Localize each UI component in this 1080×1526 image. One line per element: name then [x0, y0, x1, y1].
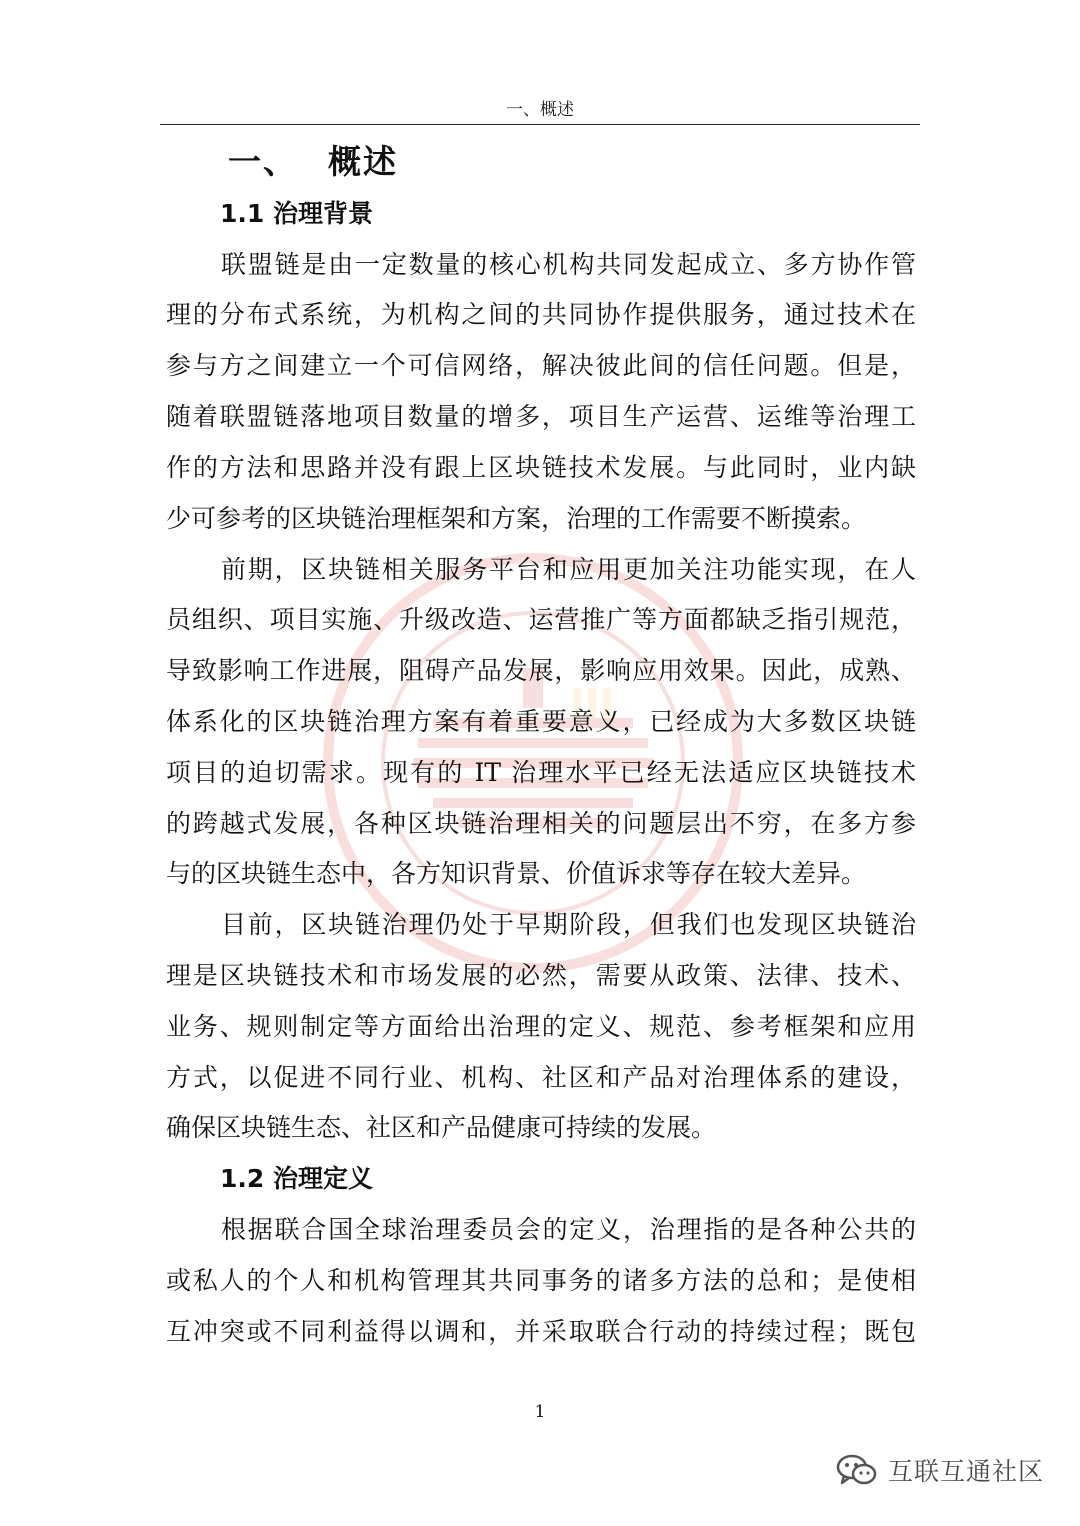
text-line: 少可参考的区块链治理框架和方案，治理的工作需要不断摸索。	[166, 504, 867, 533]
text-line: 与的区块链生态中，各方知识背景、价值诉求等存在较大差异。	[166, 859, 867, 888]
section-number: 一、	[228, 142, 298, 181]
text-line: 的跨越式发展，各种区块链治理相关的问题层出不穷，在多方参	[166, 809, 916, 838]
brand-name: 互联互通社区	[888, 1457, 1045, 1486]
text-line: 确保区块链生态、社区和产品健康可持续的发展。	[166, 1113, 717, 1142]
text-line: 理的分布式系统，为机构之间的共同协作提供服务，通过技术在	[166, 300, 916, 329]
text-line: 目前，区块链治理仍处于早期阶段，但我们也发现区块链治	[221, 910, 916, 939]
text-line: 互冲突或不同利益得以调和，并采取联合行动的持续过程；既包	[166, 1317, 916, 1346]
text-line: 或私人的个人和机构管理其共同事务的诸多方法的总和；是使相	[166, 1266, 916, 1295]
text-line: 参与方之间建立一个可信网络，解决彼此间的信任问题。但是，	[166, 351, 916, 380]
text-line: 体系化的区块链治理方案有着重要意义，已经成为大多数区块链	[166, 707, 916, 736]
text-line: 根据联合国全球治理委员会的定义，治理指的是各种公共的	[221, 1215, 916, 1244]
text-line: 理是区块链技术和市场发展的必然，需要从政策、法律、技术、	[166, 961, 916, 990]
text-line: 导致影响工作进展，阻碍产品发展，影响应用效果。因此，成熟、	[166, 656, 916, 685]
text-line: 业务、规则制定等方面给出治理的定义、规范、参考框架和应用	[166, 1012, 916, 1041]
text-line: 随着联盟链落地项目数量的增多，项目生产运营、运维等治理工	[166, 402, 916, 431]
section-title: 概述	[328, 142, 398, 181]
brand-watermark	[836, 1446, 1044, 1494]
text-line: 前期，区块链相关服务平台和应用更加关注功能实现，在人	[221, 555, 916, 584]
section-heading	[228, 140, 398, 184]
page-number: 1	[534, 1402, 546, 1422]
running-header: 一、概述	[506, 100, 574, 120]
text-line: 员组织、项目实施、升级改造、运营推广等方面都缺乏指引规范，	[166, 605, 916, 634]
wechat-icon	[836, 1453, 878, 1487]
text-line: 作的方法和思路并没有跟上区块链技术发展。与此同时，业内缺	[166, 453, 916, 482]
subsection-heading-1-1: 1.1 治理背景	[220, 199, 373, 228]
text-line: 项目的迫切需求。现有的 IT 治理水平已经无法适应区块链技术	[166, 758, 916, 787]
subsection-heading-1-2: 1.2 治理定义	[220, 1164, 373, 1193]
header-rule	[160, 124, 920, 125]
text-line: 联盟链是由一定数量的核心机构共同发起成立、多方协作管	[221, 250, 916, 279]
text-line: 方式，以促进不同行业、机构、社区和产品对治理体系的建设，	[166, 1063, 916, 1092]
